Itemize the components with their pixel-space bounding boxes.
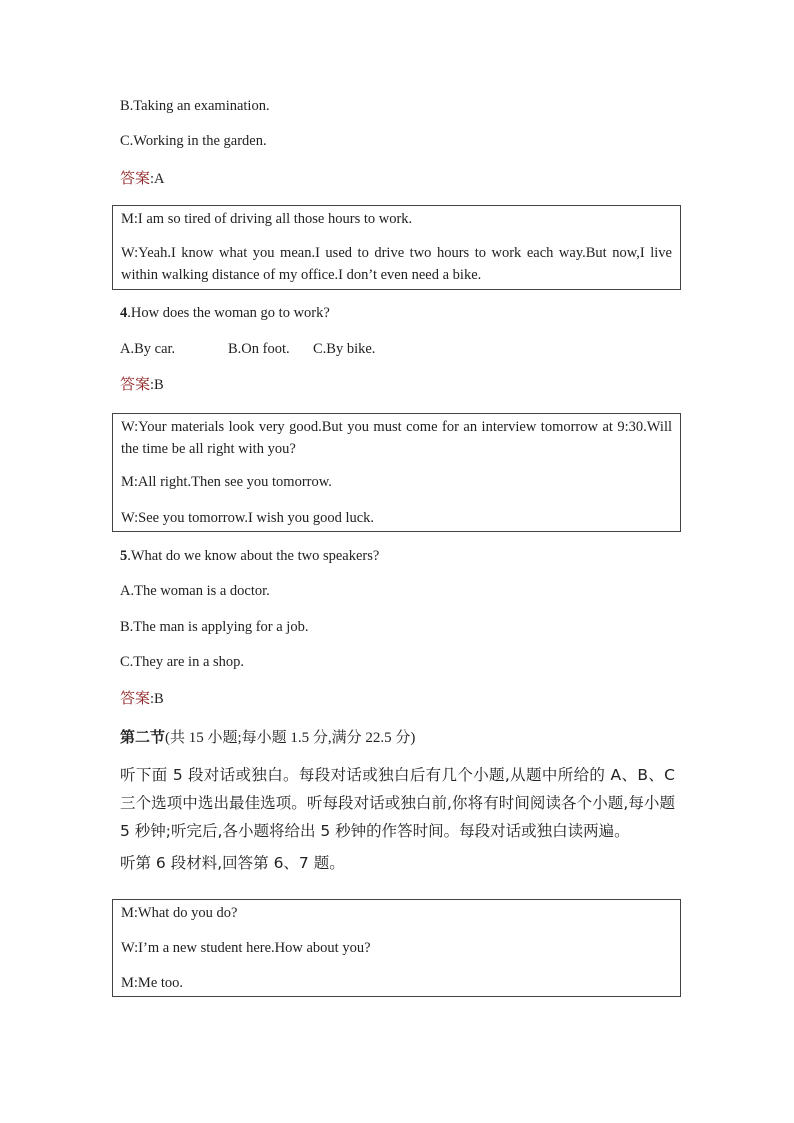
q4-option-b: B.On foot. <box>228 341 290 357</box>
transcript-line: M:Me too. <box>121 975 184 991</box>
answer-value: :B <box>150 691 164 707</box>
section-subtitle: (共 15 小题;每小题 1.5 分,满分 22.5 分) <box>165 730 416 746</box>
answer-label: 答案 <box>120 375 151 393</box>
q5-option-a: A.The woman is a doctor. <box>120 583 270 599</box>
q5-answer <box>120 689 164 708</box>
q4-option-a: A.By car. <box>120 341 176 357</box>
transcript-box-q5 <box>112 413 681 532</box>
transcript-line: M:I am so tired of driving all those hours to work. <box>121 211 413 227</box>
transcript-box-q4 <box>112 205 681 290</box>
transcript-line: W:Your materials look very good.But you must come for an interview tomorrow at 9:30.Will the time be all right with you? <box>121 419 672 457</box>
answer-value: :B <box>150 377 164 393</box>
answer-value: :A <box>150 171 165 187</box>
transcript-line: W:See you tomorrow.I wish you good luck. <box>121 510 375 526</box>
answer-label: 答案 <box>120 169 151 187</box>
q5-option-c: C.They are in a shop. <box>120 654 245 670</box>
listening-prompt: 听第 6 段材料,回答第 6、7 题。 <box>120 854 345 872</box>
question-text: .What do we know about the two speakers? <box>127 548 380 564</box>
q5-question <box>120 547 379 565</box>
section-instructions: 听下面 5 段对话或独白。每段对话或独白后有几个小题,从题中所给的 A、B、C 三个选项中选出最佳选项。听每段对话或独白前,你将有时间阅读各个小题,每小题 5 秒钟;听完后,各小题将给出 5 秒钟的作答时间。每段对话或独白读两遍。 <box>120 766 675 840</box>
section-title: 第二节 <box>120 728 166 746</box>
q4-option-c: C.By bike. <box>313 341 376 357</box>
q3-option-c: C.Working in the garden. <box>120 133 267 149</box>
transcript-box-material-6 <box>112 899 681 997</box>
answer-label: 答案 <box>120 689 151 707</box>
transcript-line: W:Yeah.I know what you mean.I used to drive two hours to work each way.But now,I live within walking distance of my office.I don’t even need a bike. <box>121 245 672 283</box>
section-heading <box>120 727 415 748</box>
transcript-line: M:All right.Then see you tomorrow. <box>121 474 332 490</box>
transcript-line: W:I’m a new student here.How about you? <box>121 940 371 956</box>
question-text: .How does the woman go to work? <box>127 305 330 321</box>
q5-option-b: B.The man is applying for a job. <box>120 619 309 635</box>
transcript-line: M:What do you do? <box>121 905 238 921</box>
question-number: 4 <box>120 305 128 321</box>
q4-answer <box>120 375 164 394</box>
q3-answer <box>120 169 165 188</box>
q4-question <box>120 304 330 322</box>
question-number: 5 <box>120 548 128 564</box>
q3-option-b: B.Taking an examination. <box>120 98 270 114</box>
